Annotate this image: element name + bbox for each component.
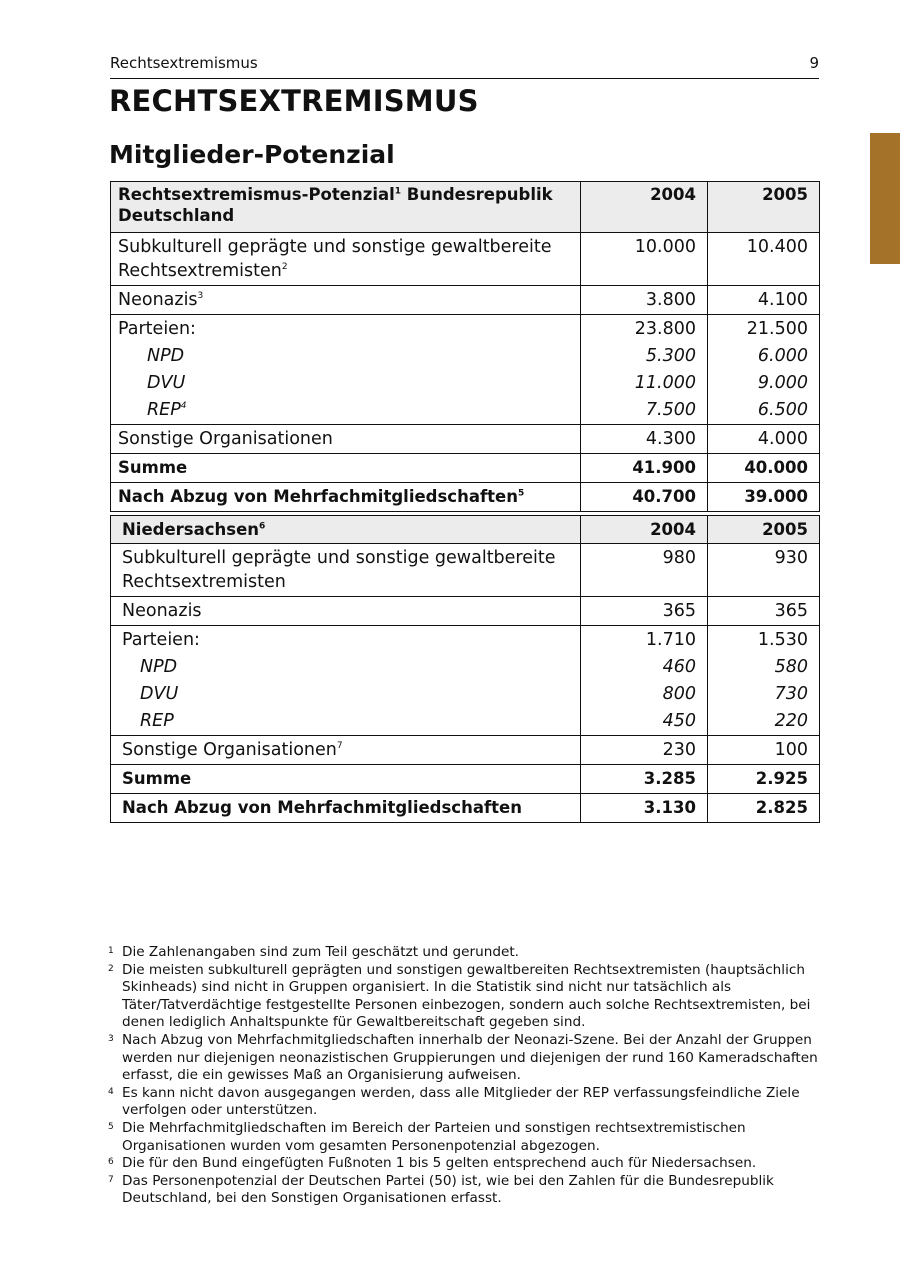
footnote: 7 Das Personenpotenzial der Deutschen Partei (50) ist, wie bei den Zahlen für die Bundesrepublik Deutschland, bei den Sonstigen Organisationen erfasst. [108, 1172, 774, 1207]
table-row [111, 736, 820, 765]
row-label: Subkulturell geprägte und sonstige gewaltbereite Rechtsextremisten$^2$ [111, 233, 581, 286]
table-row [111, 233, 820, 286]
value-2005: 4.000 [708, 425, 820, 454]
value-2005: 4.100 [708, 286, 820, 315]
footnote: 5 Die Mehrfachmitgliedschaften im Bereich der Parteien und sonstigen rechtsextremistischen Organisationen wurden vom gesamten Personenpotenzial abgezogen. [108, 1119, 746, 1154]
nds-col-2005: 2005 [708, 516, 820, 544]
value-2005: 21.500 [708, 315, 820, 344]
row-label: REP$^4$ [111, 397, 581, 425]
value-2004: 3.800 [581, 286, 708, 315]
row-label: Neonazis$^3$ [111, 286, 581, 315]
row-label: Subkulturell geprägte und sonstige gewaltbereite Rechtsextremisten [111, 544, 581, 597]
nds-col-2004: 2004 [581, 516, 708, 544]
value-2005: 100 [708, 736, 820, 765]
bund-header-row [111, 182, 820, 233]
value-2004: 3.130 [581, 794, 708, 823]
value-2005: 2.925 [708, 765, 820, 794]
table-row [111, 286, 820, 315]
bund-table [110, 181, 820, 512]
value-2005: 9.000 [708, 370, 820, 397]
table-row [111, 626, 820, 655]
value-2005: 6.000 [708, 343, 820, 370]
value-2004: 5.300 [581, 343, 708, 370]
value-2005: 6.500 [708, 397, 820, 425]
value-2005: 40.000 [708, 454, 820, 483]
footnote: 3 Nach Abzug von Mehrfachmitgliedschaften innerhalb der Neonazi-Szene. Bei der Anzahl der Gruppen werden nur diejenigen neonazistischen Gruppierungen und diejenigen der rund 160 Kameradschaften erfasst, die ein gewisses Maß an Organisierung aufweisen. [108, 1031, 818, 1084]
table-row [111, 425, 820, 454]
value-2005: 365 [708, 597, 820, 626]
row-label: Nach Abzug von Mehrfachmitgliedschaften [111, 794, 581, 823]
value-2004: 450 [581, 708, 708, 736]
row-label: Sonstige Organisationen [111, 425, 581, 454]
page-header [110, 52, 819, 79]
table-row [111, 397, 820, 425]
value-2005: 580 [708, 654, 820, 681]
bund-heading: Rechtsextremismus-Potenzial$^1$ Bundesrepublik Deutschland [111, 182, 581, 233]
row-label: DVU [111, 370, 581, 397]
value-2004: 7.500 [581, 397, 708, 425]
row-label: REP [111, 708, 581, 736]
value-2004: 40.700 [581, 483, 708, 512]
page-title: RECHTSEXTREMISMUS [109, 84, 479, 118]
table-row [111, 370, 820, 397]
footnote: 2 Die meisten subkulturell geprägten und sonstigen gewaltbereiten Rechtsextremisten (hauptsächlich Skinheads) sind nicht in Gruppen organisiert. In die Statistik sind nicht nur tatsächlich als Täter/Tatverdächtige festgestellte Personen einbezogen, sondern auch solche Rechtsextremisten, bei denen lediglich Anhaltspunkte für Gewaltbereitschaft gegeben sind. [108, 961, 811, 1031]
value-2004: 980 [581, 544, 708, 597]
nds-table [110, 515, 820, 823]
bund-col-2004: 2004 [581, 182, 708, 233]
row-label: Sonstige Organisationen$^7$ [111, 736, 581, 765]
table-row [111, 544, 820, 597]
value-2005: 730 [708, 681, 820, 708]
footnote: 1 Die Zahlenangaben sind zum Teil geschätzt und gerundet. [108, 944, 519, 960]
table-row [111, 597, 820, 626]
table-row [111, 315, 820, 344]
value-2005: 10.400 [708, 233, 820, 286]
footnote: 6 Die für den Bund eingefügten Fußnoten 1 bis 5 gelten entsprechend auch für Niedersachsen. [108, 1155, 757, 1172]
bund-col-2005: 2005 [708, 182, 820, 233]
value-2004: 3.285 [581, 765, 708, 794]
table-row [111, 708, 820, 736]
chapter-tab-marker [870, 133, 900, 264]
table-row-total [111, 454, 820, 483]
page-number: 9 [809, 54, 819, 72]
row-label: Parteien: [111, 626, 581, 655]
row-label: NPD [111, 654, 581, 681]
value-2005: 1.530 [708, 626, 820, 655]
table-row-total [111, 765, 820, 794]
table-row-net [111, 483, 820, 512]
value-2004: 4.300 [581, 425, 708, 454]
value-2005: 39.000 [708, 483, 820, 512]
nds-header-row [111, 516, 820, 544]
value-2005: 930 [708, 544, 820, 597]
nds-heading: Niedersachsen$^6$ [111, 516, 581, 544]
table-row-net [111, 794, 820, 823]
value-2004: 230 [581, 736, 708, 765]
value-2004: 1.710 [581, 626, 708, 655]
table-row [111, 343, 820, 370]
row-label: DVU [111, 681, 581, 708]
section-title: Mitglieder-Potenzial [109, 140, 395, 169]
value-2004: 10.000 [581, 233, 708, 286]
row-label: Parteien: [111, 315, 581, 344]
row-label: Summe [111, 765, 581, 794]
footnote: 4 Es kann nicht davon ausgegangen werden, dass alle Mitglieder der REP verfassungsfeindliche Ziele verfolgen oder unterstützen. [108, 1084, 800, 1119]
value-2004: 23.800 [581, 315, 708, 344]
value-2005: 220 [708, 708, 820, 736]
value-2005: 2.825 [708, 794, 820, 823]
table-row [111, 654, 820, 681]
row-label: Nach Abzug von Mehrfachmitgliedschaften$^5$ [111, 483, 581, 512]
row-label: Summe [111, 454, 581, 483]
row-label: Neonazis [111, 597, 581, 626]
value-2004: 365 [581, 597, 708, 626]
row-label: NPD [111, 343, 581, 370]
table-row [111, 681, 820, 708]
footnotes [108, 944, 822, 1208]
value-2004: 11.000 [581, 370, 708, 397]
running-title: Rechtsextremismus [110, 54, 258, 72]
value-2004: 41.900 [581, 454, 708, 483]
value-2004: 460 [581, 654, 708, 681]
value-2004: 800 [581, 681, 708, 708]
